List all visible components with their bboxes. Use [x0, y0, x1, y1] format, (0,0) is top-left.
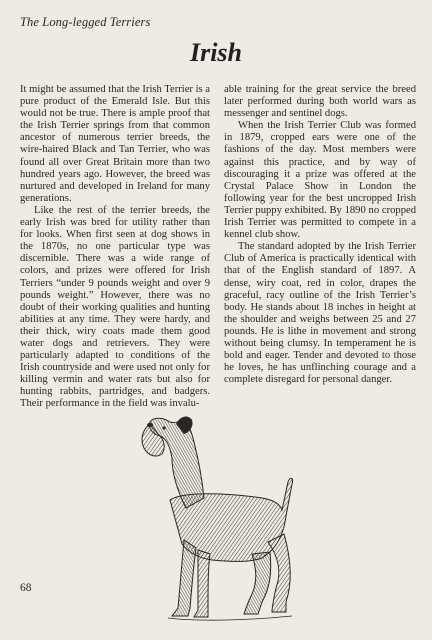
irish-terrier-illustration [112, 412, 302, 627]
paragraph: Like the rest of the terrier breeds, the early Irish was bred for utility rather than for looks. When first seen at dog shows in the 1870s, no one particular type was discernible. There was a wide range of colors, and prizes were offered for Irish Terriers “under 9 pounds weight and over 9 pounds weight.” However, there was no doubt of their working qualities and hunting abilities at any time. They were hardy, and their thick, wiry coats made them good water dogs and retrievers. They were particularly adapted to conditions of the Irish countryside and were used not only for killing vermin and water rats but also for hunting rabbits, partridges, and badgers. Their performance in the field was invalu- [20, 204, 210, 410]
paragraph: able training for the great service the breed later performed during both world wars as messenger and sentinel dogs. [224, 84, 416, 120]
running-head: The Long-legged Terriers [20, 15, 151, 29]
paragraph: It might be assumed that the Irish Terrier is a pure product of the Emerald Isle. But this would not be true. There is ample proof that the Irish Terrier springs from that common ancestor of numerous terrier breeds, the wire-haired Black and Tan Terrier, who was found all over Great Britain more than two hundred years ago. However, the breed was nurtured and developed in Ireland for many generations. [20, 84, 210, 204]
page-number: 68 [20, 582, 32, 594]
right-column [224, 84, 416, 386]
page-title: Irish [189, 38, 243, 67]
paragraph: When the Irish Terrier Club was formed in 1879, cropped ears were one of the fashions of the day. Most members were against this practice, and by way of discouraging it a prize was offered at the Crystal Palace Show in London the following year for the best uncropped Irish Terrier puppy exhibited. By 1890 no cropped Irish Terrier was permitted to compete in a kennel club show. [224, 120, 416, 241]
paragraph: The standard adopted by the Irish Terrier Club of America is practically identical with that of the English standard of 1897. A dense, wiry coat, red in color, drapes the graceful, racy outline of the Irish Terrier’s body. He stands about 18 inches in height at the shoulder and weighs between 25 and 27 pounds. He is lithe in movement and strong without being clumsy. In temperament he is bold and eager. Tender and devoted to those he loves, he has unflinching courage and a complete disregard for personal danger. [224, 241, 416, 386]
left-column [20, 84, 210, 411]
